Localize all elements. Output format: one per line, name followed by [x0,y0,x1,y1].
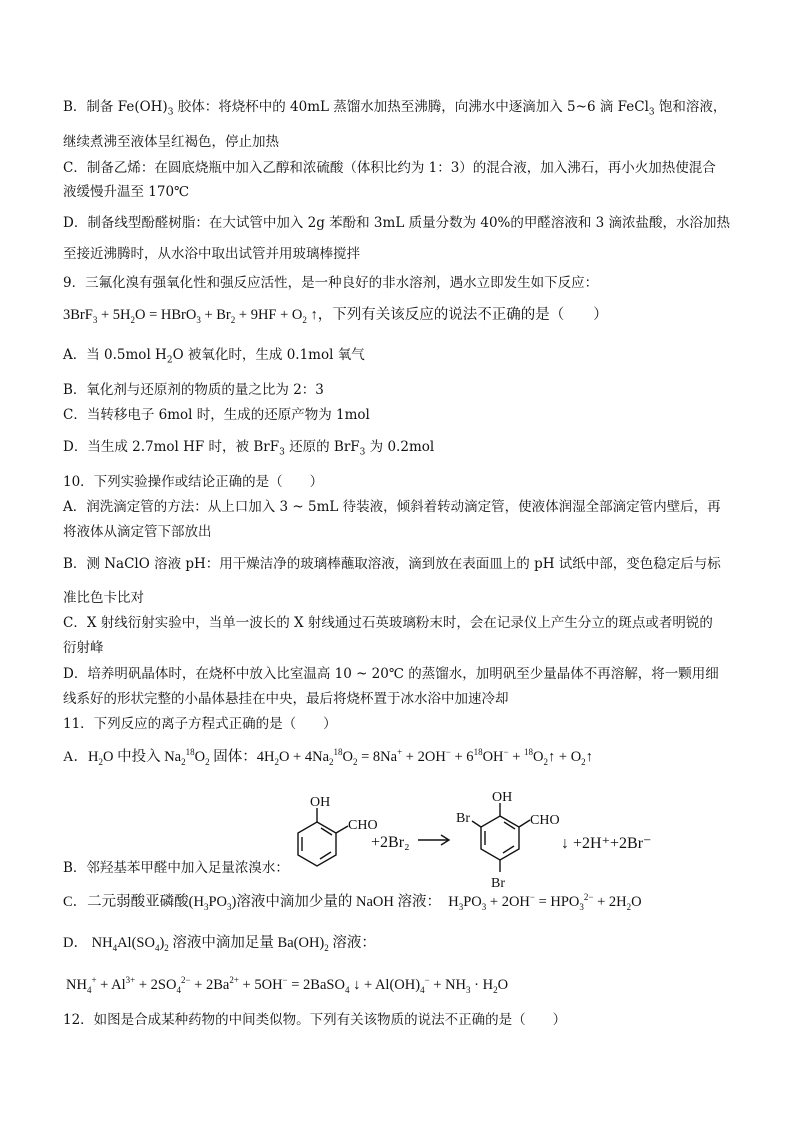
q10-option-a-cont: 将液体从滴定管下部放出 [63,524,212,540]
q8-option-b-cont: 继续煮沸至液体呈红褐色，停止加热 [63,134,279,150]
q11-stem: 11．下列反应的离子方程式正确的是（ ） [63,716,337,732]
q10-option-a: A．润洗滴定管的方法：从上口加入 3 ~ 5mL 待装液，倾斜着转动滴定管，使液体润湿全部滴定管内壁后，再 [63,499,721,515]
q8-option-c: C．制备乙烯：在圆底烧瓶中加入乙醇和浓硫酸（体积比约为 1：3）的混合液，加入沸石，再小火加热使混合 [63,160,716,176]
q9-option-d: D．当生成 2.7mol HF 时，被 BrF$_3$ 还原的 BrF$_3$ 为 0.2mol [63,439,435,458]
q12-stem: 12．如图是合成某种药物的中间类似物。下列有关该物质的说法不正确的是（ ） [63,1012,567,1028]
product-cho-label: CHO [530,813,560,828]
q9-equation: $3BrF_3 + 5H_2O$ = HBrO$_3$ + $Br_2 + 9HF + O_2$ ↑，下列有关该反应的说法不正确的是（ ） [63,307,608,325]
reactant-oh-label: OH [310,795,331,810]
product-oh-label: OH [492,790,513,805]
product-benzene-ring [472,803,530,872]
q11-option-c: C．二元弱酸亚磷酸$(H_3PO_3)$溶液中滴加少量的 NaOH 溶液： $H_3PO_3 + 2OH^- = HPO_3^{2-} + 2H_2O$ [63,892,642,912]
side-products-label: ↓ +2H⁺+2Br⁻ [561,835,652,852]
q9-option-b: B．氧化剂与还原剂的物质的量之比为 2：3 [63,382,324,398]
reactant-cho-label: CHO [348,818,378,833]
q10-option-d-cont: 线系好的形状完整的小晶体悬挂在中央，最后将烧杯置于冰水浴中加速冷却 [63,691,509,707]
q9-option-c: C．当转移电子 6mol 时，生成的还原产物为 1mol [63,407,370,423]
q9-option-a: A．当 0.5mol $H_2O$ 被氧化时，生成 0.1mol 氧气 [63,347,365,366]
reactant-benzene-ring [298,808,348,866]
q11-option-b: B．邻羟基苯甲醛中加入足量浓溴水： [63,860,289,876]
q10-option-b-cont: 准比色卡比对 [63,590,144,606]
q8-option-d: D．制备线型酚醛树脂：在大试管中加入 2g 苯酚和 3mL 质量分数为 40%的甲醛溶液和 3 滴浓盐酸，水浴加热 [63,215,731,231]
q11-option-a: A．$H_2O$ 中投入 $Na_2^{18}O_2$ 固体：$4H_2O + 4Na_2^{18}O_2 = 8Na^+ + 2OH^- + 6^{18}OH^-$ + $^{18}O_2↑$ + $O_2↑$ [63,747,593,767]
q11-option-d: D． $NH_4Al(SO_4)_2$ 溶液中滴加足量 $Ba(OH)_2$ 溶液： [63,935,376,953]
q10-option-c-cont: 衍射峰 [63,640,104,656]
reaction-arrow [418,835,449,845]
product-br-bottom-label: Br [491,876,505,891]
q10-stem: 10．下列实验操作或结论正确的是（ ） [63,474,324,490]
q10-option-c: C．X 射线衍射实验中，当单一波长的 X 射线通过石英玻璃粉末时，会在记录仪上产生分立的斑点或者明锐的 [63,615,713,631]
q10-option-b: B．测 NaClO 溶液 pH：用干燥洁净的玻璃棒蘸取溶液，滴到放在表面皿上的 pH 试纸中部，变色稳定后与标 [63,556,721,572]
q11-option-d-equation: $NH_4^+ + Al^{3+} + 2SO_4^{2-} + 2Ba^{2+} + 5OH^-$ = 2BaSO$_4$ ↓ + $Al(OH)_4^- + NH_3 \cdot H_2O$ [66,975,509,995]
q8-option-c-cont: 液缓慢升温至 170℃ [63,184,190,200]
q8-option-d-cont: 至接近沸腾时，从水浴中取出试管并用玻璃棒搅拌 [63,246,360,262]
product-br-left-label: Br [456,811,470,826]
reagent-label: +2Br₂ [371,834,410,851]
q10-option-d: D．培养明矾晶体时，在烧杯中放入比室温高 10 ~ 20℃ 的蒸馏水，加明矾至少量晶体不再溶解，将一颗用细 [63,666,719,682]
q9-stem: 9．三氟化溴有强氧化性和强反应活性，是一种良好的非水溶剂，遇水立即发生如下反应： [63,275,599,291]
q8-option-b: B．制备 $Fe(OH)_3$ 胶体：将烧杯中的 40mL 蒸馏水加热至沸腾，向沸水中逐滴加入 5~6 滴 FeCl$_3$ 饱和溶液， [63,99,727,118]
